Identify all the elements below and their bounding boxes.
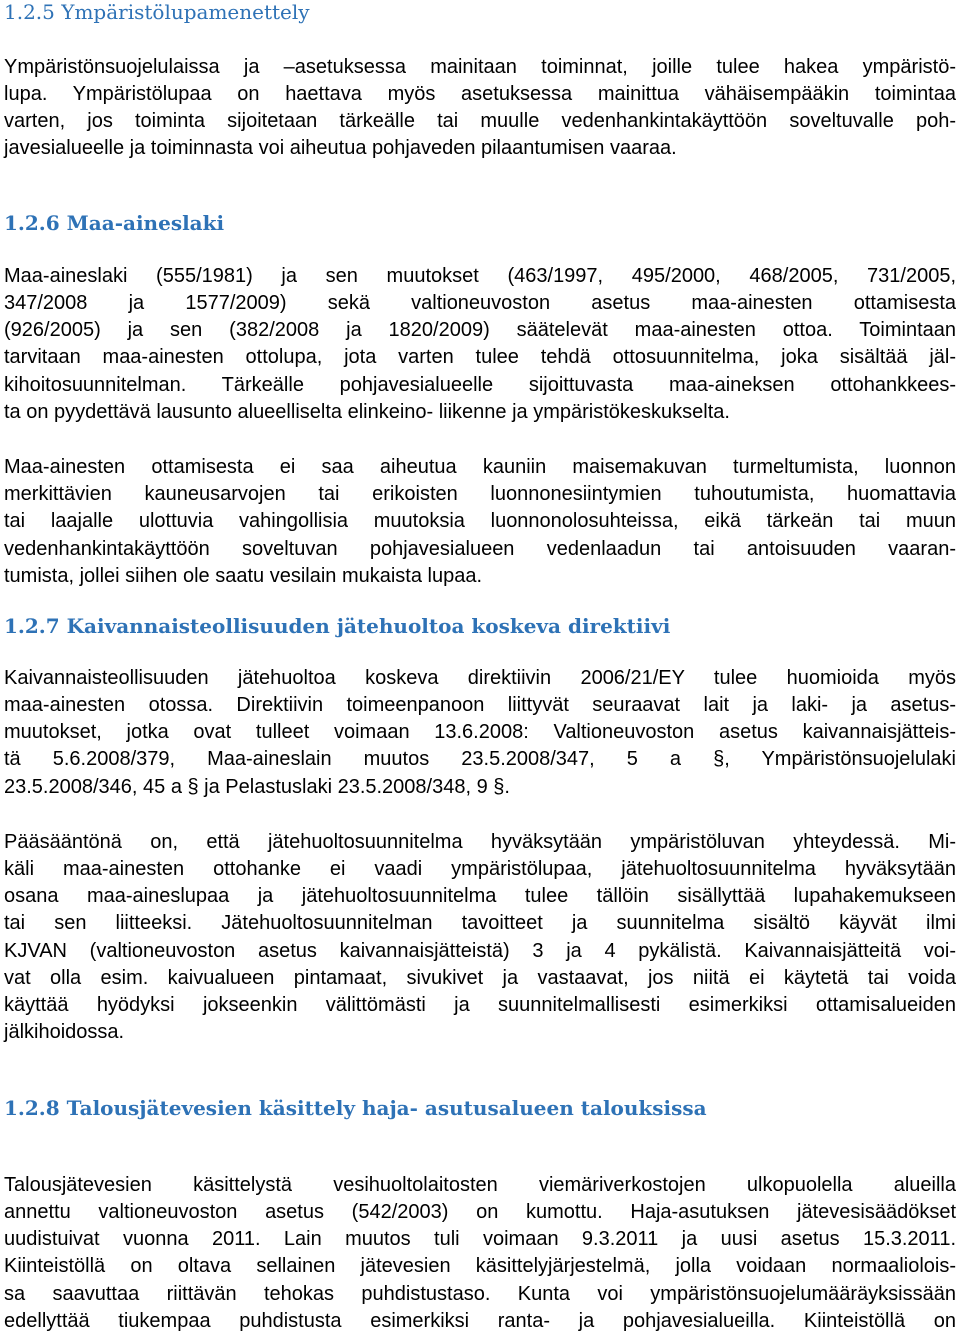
paragraph-line: 23.5.2008/346, 45 a § ja Pelastuslaki 23.5.2008/348, 9 §. <box>4 776 510 798</box>
paragraph-line: 347/2008 ja 1577/2009) sekä valtioneuvoston asetus maa-ainesten ottamisesta <box>4 292 956 314</box>
paragraph-line: Pääsääntönä on, että jätehuoltosuunnitelma hyväksytään ympäristöluvan yhteydessä. Mi- <box>4 831 956 853</box>
paragraph-line: tumista, jollei siihen ole saatu vesilain mukaista lupaa. <box>4 565 483 587</box>
paragraph-line: muutokset, jotka ovat tulleet voimaan 13.6.2008: Valtioneuvoston asetus kaivannaisjätteis- <box>4 721 956 743</box>
paragraph-line: KJVAN (valtioneuvoston asetus kaivannaisjätteistä) 3 ja 4 pykälistä. Kaivannaisjätteitä voi- <box>4 940 956 962</box>
section-heading-1-2-8: 1.2.8 Talousjätevesien käsittely haja- asutusalueen talouksissa <box>4 1096 707 1120</box>
paragraph-line: tä 5.6.2008/379, Maa-aineslain muutos 23.5.2008/347, 5 a §, Ympäristönsuojelulaki <box>4 748 956 770</box>
paragraph-line: tai sen liitteeksi. Jätehuoltosuunnitelman tavoitteet ja suunnitelma sisältö käyvät ilmi <box>4 912 956 934</box>
section-heading-1-2-7: 1.2.7 Kaivannaisteollisuuden jätehuoltoa koskeva direktiivi <box>4 614 671 638</box>
paragraph-line: (926/2005) ja sen (382/2008 ja 1820/2009) säätelevät maa-ainesten ottoa. Toimintaan <box>4 319 956 341</box>
paragraph-line: käyttää hyödyksi jokseenkin välittömästi ja suunnitelmallisesti esimerkiksi ottamisalueiden <box>4 994 956 1016</box>
paragraph-line: osana maa-aineslupaa ja jätehuoltosuunnitelma tulee tällöin sisällyttää lupahakemukseen <box>4 885 956 907</box>
paragraph-line: käli maa-ainesten ottohanke ei vaadi ympäristölupaa, jätehuoltosuunnitelma hyväksytään <box>4 858 956 880</box>
paragraph-line: Kiinteistöllä on oltava sellainen jätevesien käsittelyjärjestelmä, jolla voidaan normaaliolois- <box>4 1255 956 1277</box>
paragraph-line: kihoitosuunnitelman. Tärkeälle pohjavesialueelle sijoittuvasta maa-aineksen ottohankkees- <box>4 374 956 396</box>
paragraph-line: Talousjätevesien käsittelystä vesihuoltolaitosten viemäriverkostojen ulkopuolella alueilla <box>4 1174 956 1196</box>
paragraph-line: javesialueelle ja toiminnasta voi aiheutua pohjaveden pilaantumisen vaaraa. <box>4 137 677 159</box>
section-heading-1-2-6: 1.2.6 Maa-aineslaki <box>4 211 225 235</box>
paragraph-line: vat olla esim. kaivualueen pintamaat, sivukivet ja vastaavat, jos niitä ei käytetä tai voida <box>4 967 956 989</box>
paragraph-line: jälkihoidossa. <box>4 1021 125 1043</box>
paragraph-line: Maa-aineslaki (555/1981) ja sen muutokset (463/1997, 495/2000, 468/2005, 731/2005, <box>4 265 956 287</box>
paragraph-line: annettu valtioneuvoston asetus (542/2003) on kumottu. Haja-asutuksen jätevesisäädökset <box>4 1201 956 1223</box>
paragraph-line: varten, jos toiminta sijoitetaan tärkeälle tai muulle vedenhankintakäyttöön soveltuvalle poh- <box>4 110 956 132</box>
paragraph-line: vedenhankintakäyttöön soveltuvan pohjavesialueen vedenlaadun tai antoisuuden vaaran- <box>4 538 956 560</box>
paragraph-line: Maa-ainesten ottamisesta ei saa aiheutua kauniin maisemakuvan turmeltumista, luonnon <box>4 456 956 478</box>
paragraph-line: Ympäristönsuojelulaissa ja –asetuksessa mainitaan toiminnat, joille tulee hakea ympäristö- <box>4 56 956 78</box>
paragraph-line: sa saavuttaa riittävän tehokas puhdistustaso. Kunta voi ympäristönsuojelumääräyksissään <box>4 1283 956 1305</box>
paragraph-line: tarvitaan maa-ainesten ottolupa, jota varten tulee tehdä ottosuunnitelma, joka sisältää jäl- <box>4 346 956 368</box>
paragraph-line: tai laajalle ulottuvia vahingollisia muutoksia luonnonolosuhteissa, eikä tärkeän tai muun <box>4 510 956 532</box>
paragraph-line: maa-ainesten otossa. Direktiivin toimeenpanoon liittyvät seuraavat lait ja laki- ja asetus- <box>4 694 956 716</box>
paragraph-line: edellyttää tiukempaa puhdistusta esimerkiksi ranta- ja pohjavesialueilla. Kiinteistöllä on <box>4 1310 956 1332</box>
paragraph-line: uudistuivat vuonna 2011. Lain muutos tuli voimaan 9.3.2011 ja uusi asetus 15.3.2011. <box>4 1228 956 1250</box>
paragraph-line: lupa. Ympäristölupaa on haettava myös asetuksessa mainittua vähäisempääkin toimintaa <box>4 83 956 105</box>
paragraph-line: ta on pyydettävä lausunto alueelliselta elinkeino- liikenne ja ympäristökeskukselta. <box>4 401 730 423</box>
paragraph-line: merkittävien kauneusarvojen tai erikoisten luonnonesiintymien tuhoutumista, huomattavia <box>4 483 956 505</box>
section-heading-1-2-5: 1.2.5 Ympäristölupamenettely <box>4 0 310 24</box>
paragraph-line: Kaivannaisteollisuuden jätehuoltoa koskeva direktiivin 2006/21/EY tulee huomioida myös <box>4 667 956 689</box>
